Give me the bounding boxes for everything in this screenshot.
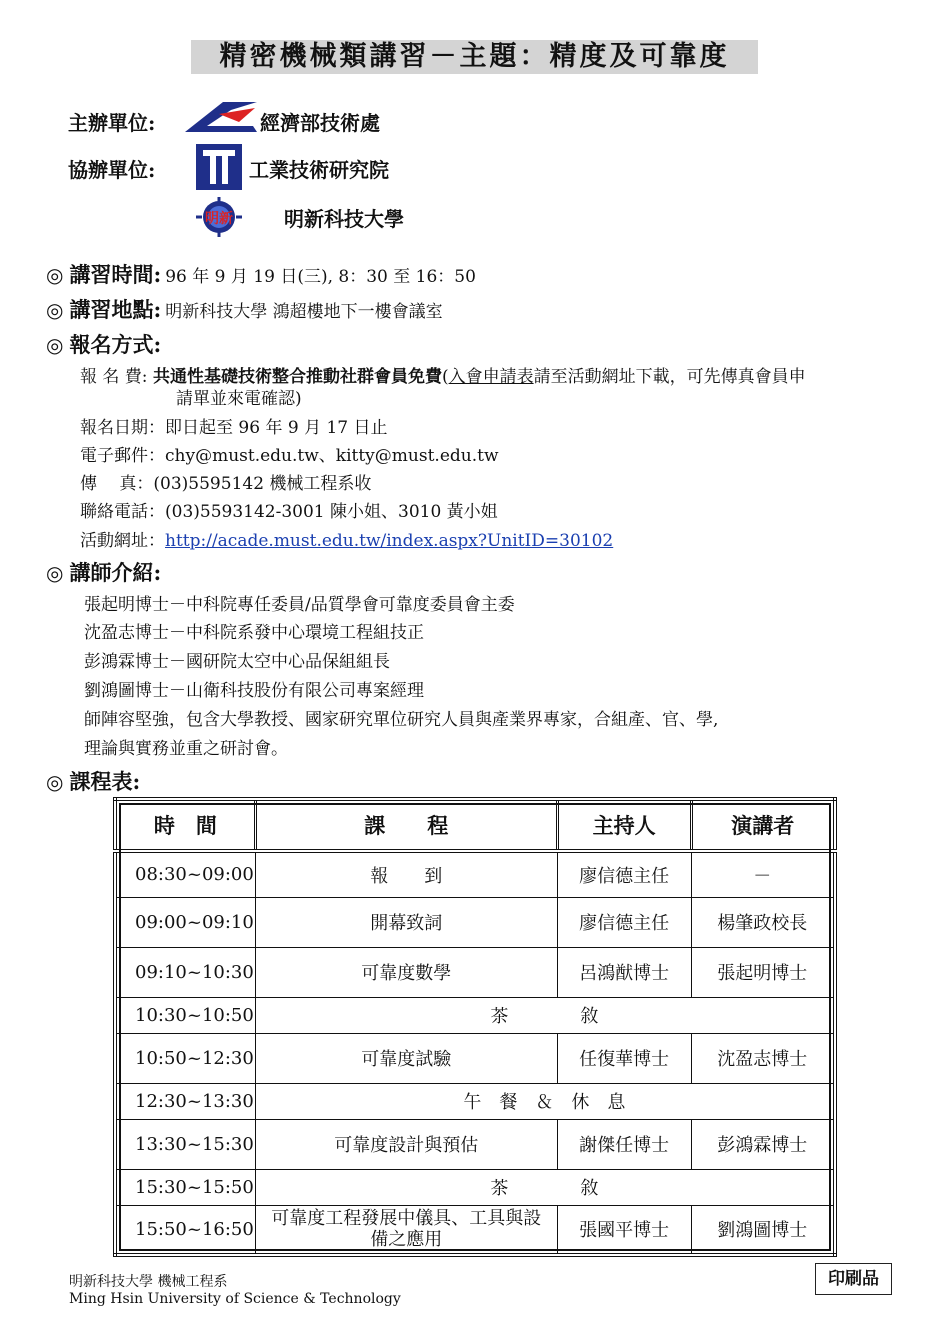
reg-url-line <box>80 526 613 551</box>
fee-line: 報 名 費: 共通性基礎技術整合推動社群會員免費(入會申請表請至活動網址下載，可先傳真會員申 <box>80 367 806 387</box>
reg-phone: 聯絡電話：(03)5593142-3001 陳小姐、3010 黃小姐 <box>80 502 498 522</box>
schedule-table <box>113 797 837 1257</box>
header-speaker: 演講者 <box>691 799 835 851</box>
row-host: 呂鴻猷博士 <box>557 947 691 997</box>
fee-free-text: 共通性基礎技術整合推動社群會員免費 <box>152 367 442 387</box>
row-host: 廖信德主任 <box>557 897 691 947</box>
itri-logo <box>196 144 242 190</box>
row-course: 可靠度工程發展中儀具、工具與設備之應用 <box>255 1205 557 1255</box>
time-value: 96 年 9 月 19 日(三), 8：30 至 16：50 <box>165 267 476 287</box>
table-row <box>115 1033 835 1083</box>
bullet-icon: ◎ <box>46 333 64 357</box>
row-time: 10:30~10:50 <box>115 997 255 1033</box>
table-row <box>115 997 835 1033</box>
membership-form-link[interactable]: 入會申請表 <box>448 367 534 387</box>
bullet-icon: ◎ <box>46 298 64 322</box>
co-name-must: 明新科技大學 <box>284 207 404 231</box>
url-label: 活動網址： <box>80 531 165 551</box>
row-course: 可靠度設計與預估 <box>255 1119 557 1169</box>
table-header-row <box>115 799 835 851</box>
row-time: 09:10~10:30 <box>115 947 255 997</box>
must-logo-text: 明新 <box>205 211 233 227</box>
row-course: 報 到 <box>255 851 557 897</box>
event-url-link[interactable]: http://acade.must.edu.tw/index.aspx?UnitID=30102 <box>165 531 614 551</box>
printed-matter-badge: 印刷品 <box>815 1263 892 1295</box>
row-time: 13:30~15:30 <box>115 1119 255 1169</box>
table-row <box>115 1205 835 1255</box>
reg-date: 報名日期：即日起至 96 年 9 月 17 日止 <box>80 418 388 438</box>
page-title: 精密機械類講習－主題：精度及可靠度 <box>191 40 758 74</box>
table-row <box>115 947 835 997</box>
bullet-icon: ◎ <box>46 561 64 585</box>
row-host: 謝傑任博士 <box>557 1119 691 1169</box>
row-course: 可靠度試驗 <box>255 1033 557 1083</box>
reg-email: 電子郵件：chy@must.edu.tw、kitty@must.edu.tw <box>80 446 499 466</box>
reg-fax: 傳 真：(03)5595142 機械工程系收 <box>80 474 372 494</box>
row-break: 午 餐 ＆ 休 息 <box>255 1083 835 1119</box>
row-speaker: 劉鴻圖博士 <box>691 1205 835 1255</box>
speaker-line: 理論與實務並重之研討會。 <box>84 739 288 759</box>
row-break: 茶 敘 <box>255 997 835 1033</box>
row-speaker: 彭鴻霖博士 <box>691 1119 835 1169</box>
place-value: 明新科技大學 鴻超樓地下一樓會議室 <box>165 302 443 322</box>
time-label: 講習時間: <box>69 262 162 287</box>
footer-university: Ming Hsin University of Science & Technology <box>69 1291 401 1307</box>
row-time: 09:00~09:10 <box>115 897 255 947</box>
row-time: 15:30~15:50 <box>115 1169 255 1205</box>
must-logo <box>188 197 250 237</box>
co-name-itri: 工業技術研究院 <box>249 158 389 182</box>
speaker-line: 彭鴻霖博士－國研院太空中心品保組組長 <box>84 652 390 672</box>
place-section <box>46 294 443 324</box>
row-speaker: 沈盈志博士 <box>691 1033 835 1083</box>
row-time: 08:30~09:00 <box>115 851 255 897</box>
header-time: 時 間 <box>115 799 255 851</box>
row-course: 開幕致詞 <box>255 897 557 947</box>
registration-heading: ◎ 報名方式: <box>46 332 162 357</box>
row-time: 12:30~13:30 <box>115 1083 255 1119</box>
fee-line-2: 請單並來電確認) <box>176 389 302 409</box>
time-section <box>46 259 476 289</box>
moea-logo <box>183 100 259 136</box>
table-row <box>115 1083 835 1119</box>
co-label: 協辦單位: <box>68 158 156 182</box>
host-name: 經濟部技術處 <box>260 111 380 135</box>
table-row <box>115 897 835 947</box>
speakers-heading: ◎ 講師介紹: <box>46 560 162 585</box>
row-speaker: － <box>691 851 835 897</box>
speaker-line: 劉鴻圖博士－山衛科技股份有限公司專案經理 <box>84 681 424 701</box>
speaker-line: 張起明博士－中科院專任委員/品質學會可靠度委員會主委 <box>84 595 515 615</box>
row-host: 張國平博士 <box>557 1205 691 1255</box>
bullet-icon: ◎ <box>46 770 64 794</box>
fee-label: 報 名 費: <box>80 367 148 387</box>
schedule-heading: ◎ 課程表: <box>46 769 141 794</box>
row-time: 10:50~12:30 <box>115 1033 255 1083</box>
row-time: 15:50~16:50 <box>115 1205 255 1255</box>
row-host: 廖信德主任 <box>557 851 691 897</box>
table-row <box>115 851 835 897</box>
row-speaker: 張起明博士 <box>691 947 835 997</box>
footer-dept: 明新科技大學 機械工程系 <box>69 1274 228 1290</box>
row-host: 任復華博士 <box>557 1033 691 1083</box>
table-row <box>115 1169 835 1205</box>
place-label: 講習地點: <box>69 297 162 322</box>
row-speaker: 楊肇政校長 <box>691 897 835 947</box>
row-course: 可靠度數學 <box>255 947 557 997</box>
speaker-line: 師陣容堅強，包含大學教授、國家研究單位研究人員與產業界專家，合組產、官、學, <box>84 710 719 730</box>
header-course: 課 程 <box>255 799 557 851</box>
header-host: 主持人 <box>557 799 691 851</box>
bullet-icon: ◎ <box>46 263 64 287</box>
row-break: 茶 敘 <box>255 1169 835 1205</box>
host-label: 主辦單位: <box>68 111 156 135</box>
table-row <box>115 1119 835 1169</box>
speaker-line: 沈盈志博士－中科院系發中心環境工程組技正 <box>84 623 424 643</box>
